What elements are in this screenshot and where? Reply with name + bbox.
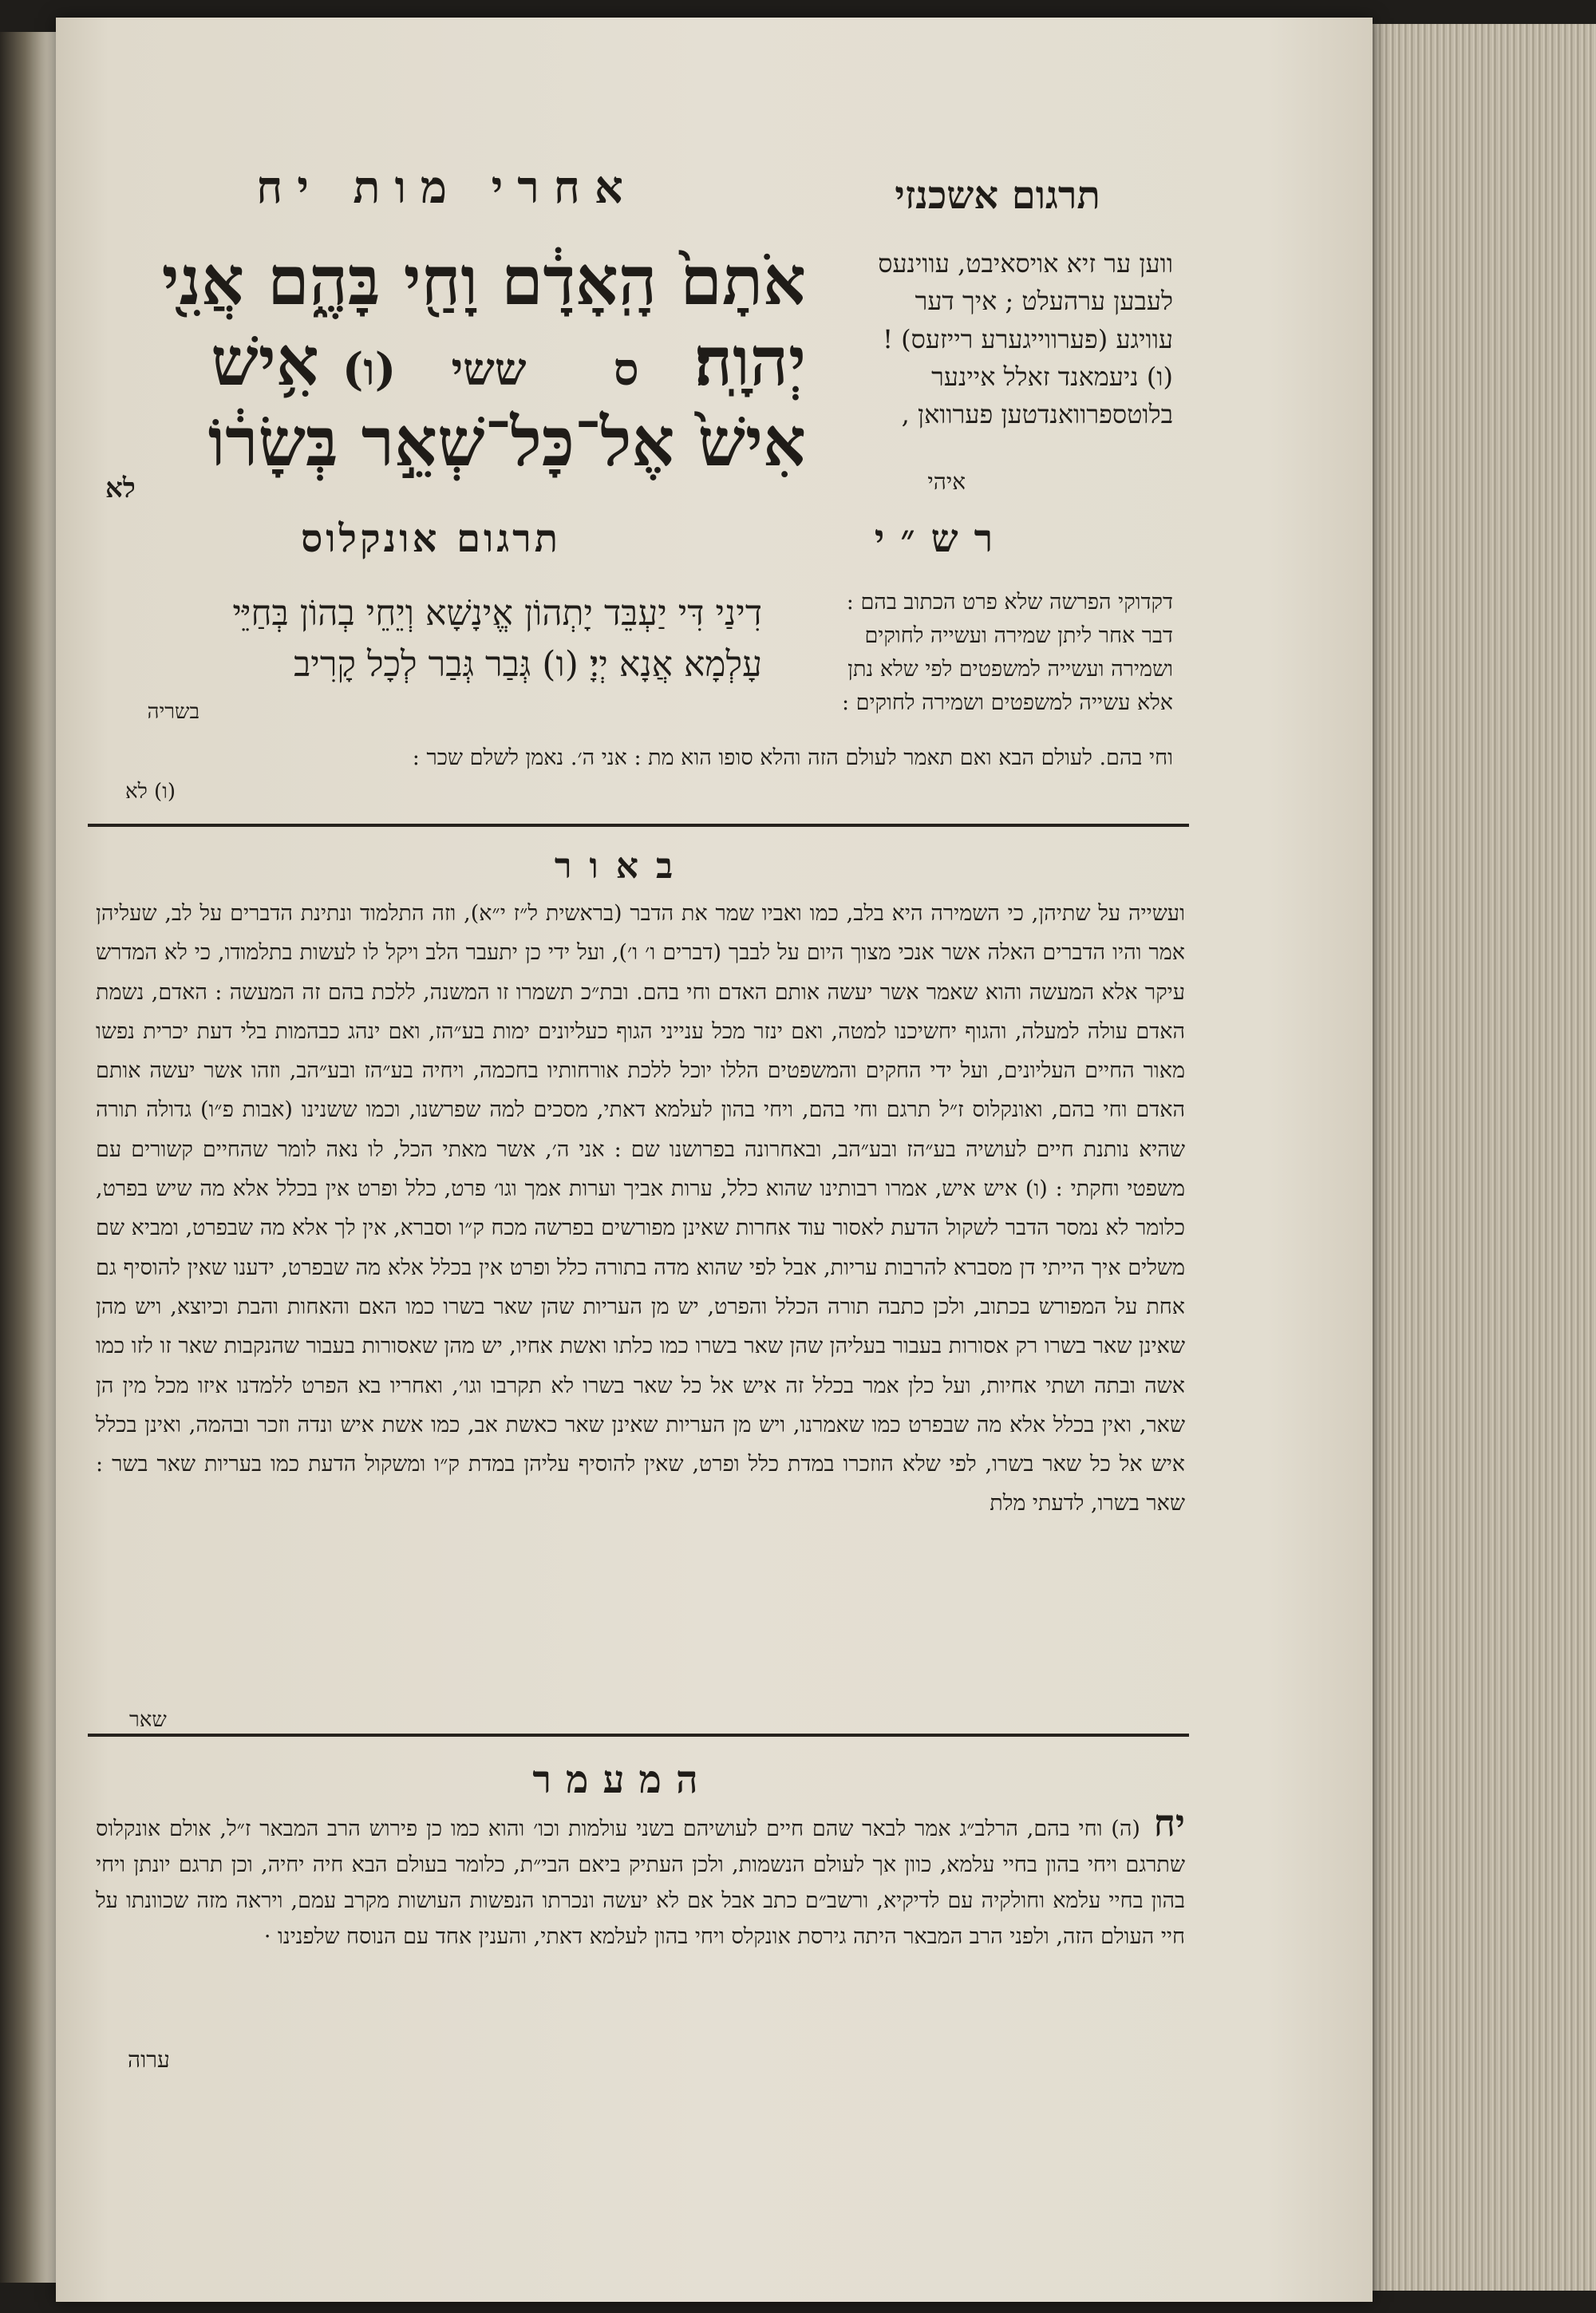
rashi-line: דבר אחר ליתן שמירה ועשייה לחוקים xyxy=(864,623,1173,648)
meamer-text xyxy=(96,1801,1185,1955)
verse-catchword: לא xyxy=(105,472,136,504)
biur-catchword: שאר xyxy=(129,1708,167,1732)
targum-ashkenazi-line: בלוטספרוואנדטען פערוואן , xyxy=(901,399,1173,430)
verse-number: (ו) xyxy=(342,342,397,396)
onkelos-line: דִינַי דִּי יַעְבֵּד יָתְהוֹן אֱינָשָׁא וְיֵחֵי בְהוֹן בְּחַיֵּי xyxy=(232,593,762,634)
targum-ashkenazi-text xyxy=(830,245,1173,434)
rashi-text xyxy=(774,586,1173,719)
rashi-line: דקדוקי הפרשה שלא פרט הכתוב בהם : xyxy=(846,590,1173,615)
verse-line-1: אֹתָם֙ הָֽאָדָ֔ם וָחַ֖י בָּהֶ֑ם אֲנִ֖י xyxy=(161,241,806,320)
section-divider xyxy=(88,1734,1189,1737)
verse-line-2 xyxy=(104,322,806,402)
verse-line-3: אִישׁ֙ אֶל־כָּל־שְׁאֵ֣ר בְּשָׂר֔וֹ xyxy=(207,401,806,481)
rashi-title: רש״י xyxy=(874,516,1009,561)
torah-verse xyxy=(104,241,806,482)
running-title: אחרי מות יח xyxy=(256,161,638,214)
rashi-catchword: (ו) לא xyxy=(125,780,176,804)
book-page-stack xyxy=(1357,24,1596,2291)
page-catchword: ערוה xyxy=(128,2046,170,2073)
targum-ashkenazi-line: לעבען ערהעלט ; איך דער xyxy=(915,286,1173,317)
section-divider xyxy=(88,824,1189,827)
targum-ashkenazi-line: (ו) ניעמאנד זאלל איינער xyxy=(931,362,1173,393)
parsha-marker: ס xyxy=(613,342,639,396)
targum-ashkenazi-title: תרגום אשכנזי xyxy=(895,173,1100,218)
onkelos-line: עָלְמָא אֲנָא יְיָ׃ (ו) גְּבַר גְּבַר לְכָל קָרִיב xyxy=(294,643,762,685)
rashi-line: אלא עשייה למשפטים ושמירה לחוקים : xyxy=(841,690,1173,715)
aliyah-marker: ששי xyxy=(451,342,527,396)
meamer-lead-word: יח xyxy=(1153,1801,1185,1844)
onkelos-text xyxy=(104,588,762,690)
onkelos-catchword: בשריה xyxy=(147,700,200,724)
book-page xyxy=(56,18,1373,2302)
meamer-title: המעמר xyxy=(532,1757,713,1802)
verse-word-ish: אִ֥ישׁ xyxy=(211,321,319,401)
left-page-edge xyxy=(0,32,62,2283)
verse-word-yhvh: יְהוָֽה׃ xyxy=(693,321,806,401)
meamer-body: (ה) וחי בהם, הרלב״ג אמר לבאר שהם חיים לעושיהם בשני עולמות וכו׳ והוא כמו כן פירוש הרב המבאר ז״ל, אולם אונקלוס שתרגם ויחי בהון בחיי עלמא, כוון אך לעולם הנשמות, ולכן העתיק ביאם הבי״ת, כלומר בעולם הבא חיה יחיה, וכן תרגם יונתן ויחי בהון בחיי עלמא וחולקיה עם לדיקיא, ורשב״ם כתב אבל אם לא יעשה ונכרתו הנפשות העושות מקרב עמם, ויראה מזה שכוונתו על חיי העולם הזה, ולפני הרב המבאר היתה גירסת אונקלס ויחי בהון לעלמא דאתי, והענין אחד עם הנוסח שלפנינו · xyxy=(96,1817,1185,1949)
biur-title: באור xyxy=(554,846,691,887)
targum-ashkenazi-line: ווען ער זיא אויסאיבט, עווינעס xyxy=(878,248,1173,279)
rashi-line: ושמירה ועשייה למשפטים לפי שלא נתן xyxy=(847,656,1173,682)
targum-ashkenazi-line: עוויגע (פערווייגערע רייזעס) ! xyxy=(883,323,1173,354)
rashi-last-line: וחי בהם. לעולם הבא ואם תאמר לעולם הזה והלא סופו הוא מת : אני ה׳. נאמן לשלם שכר : xyxy=(412,745,1173,770)
biur-text: ועשייה על שתיהן, כי השמירה היא בלב, כמו ואביו שמר את הדבר (בראשית ל״ז י״א), וזה התלמוד ונתינת הדברים על לב, שעליהן אמר והיו הדברים האלה אשר אנכי מצוך היום על לבבך (דברים ו׳ ו׳), ועל ידי כן יתעבר הלב ויקל לו לעשות בתלמודו, כי לא המדרש עיקר אלא המעשה והוא שאמר אשר יעשה אותם האדם וחי בהם. ובת״כ תשמרו זו המשנה, ללכת בהם זה המעשה : האדם, נשמת האדם עולה למעלה, והגוף יחשיכנו למטה, ואם ינזר מכל ענייני הגוף כעליונים ימות בע״הז, ואם ינהג כבהמות בלי דעת יכרית נפשו מאור החיים העליונים, ועל ידי החקים והמשפטים הללו יוכל ללכת אורחותיו בחכמה, ויחיה בע״הז ובע״הב, וזהו אשר יעשה אותם האדם וחי בהם, ואונקלוס ז״ל תרגם וחי בהם, ויחי בהון לעלמא דאתי, מסכים למה שפרשנו, וכמו ששנינו (אבות פ״ו) גדולה תורה שהיא נותנת חיים לעושיה בע״הז ובע״הב, ובאחרונה בפרושנו שם : אני ה׳, אשר מאתי הכל, לו נאה לומר שהחיים קשורים עם משפטי וחקתי : (ו) איש איש, אמרו רבותינו שהוא כלל, ערות אביך וערות אמך וגו׳ פרט, כלל ופרט אין בכלל אלא מה שיש בפרט, כלומר לא נמסר הדבר לשקול הדעת לאסור עוד אחרות שאינן מפורשים בפרשה מכח ק״ו וסברא, אין לך אלא מה שבפרט, ומביא שם משלים איך הייתי דן מסברא להרבות עריות, אבל לפי שהוא מדה בתורה כלל ופרט אין בכלל אלא מה שבפרט, ידענו שאין להוסיף גם אחת על המפורש בכתוב, ולכן כתבה תורה הכלל והפרט, יש מן העריות שהן שאר בשרו כמו האם והאחות והבת וכיוצא, ויש מהן שאינן שאר בשרו רק אסורות בעבור בעליהן שהן שאר בשרו כמו כלתו ואשת אחיו, יש מהן שאסורות בעבור שהנקבות שאר זו לזו כמו אשה ובתה ושתי אחיות, ועל כלן אמר בכלל זה איש אל כל שאר בשרו לא תקרבו וגו׳, ואחריו בא הפרט ללמדנו איזו מכל מין הן שאר, ואין בכלל אלא מה שבפרט כמו שאמרנו, ויש מן העריות שאינן שאר כאשת אב, כמו אשת איש ונדה וזכר ובהמה, ואינן בכלל איש אל כל שאר בשרו, לפי שלא הוזכרו במדת כלל ופרט, שאין להוסיף עליהן במדת ק״ו ומשקול הדעת כמו בעריות שאר בשר : שאר בשרו, לדעתי מלת xyxy=(96,901,1186,1516)
targum-ashkenazi-catchword: איהי xyxy=(927,469,966,495)
onkelos-title: תרגום אונקלוס xyxy=(300,516,562,561)
